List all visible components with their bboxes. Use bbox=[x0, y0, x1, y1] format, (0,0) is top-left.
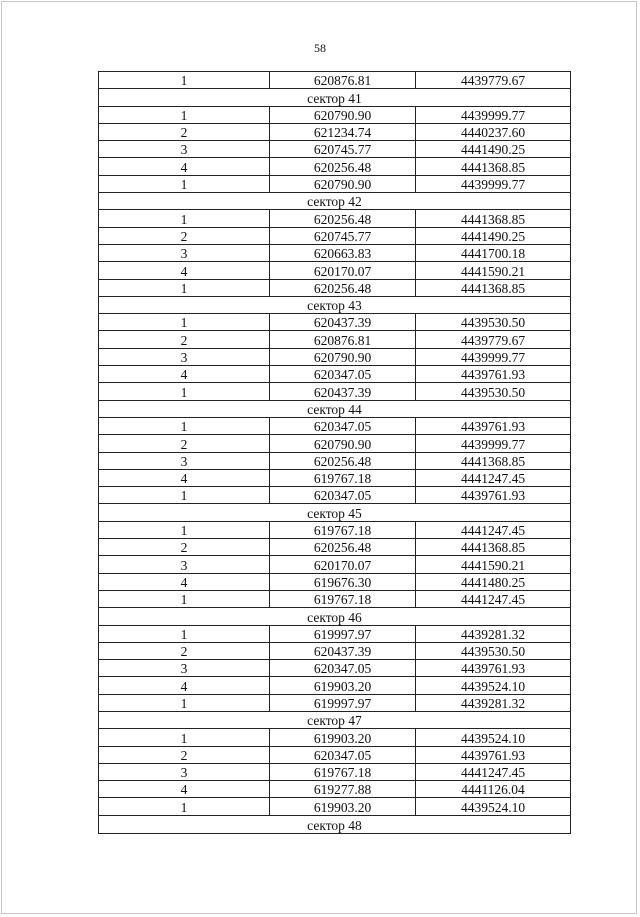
sector-label: сектор 42 bbox=[99, 193, 571, 210]
point-number-cell: 3 bbox=[99, 556, 270, 573]
table-row bbox=[99, 642, 571, 659]
table-row bbox=[99, 469, 571, 486]
sector-header-row bbox=[99, 608, 571, 625]
y-coordinate-cell: 4441368.85 bbox=[416, 210, 571, 227]
point-number-cell: 1 bbox=[99, 279, 270, 296]
table-row bbox=[99, 781, 571, 798]
y-coordinate-cell: 4441247.45 bbox=[416, 469, 571, 486]
point-number-cell: 1 bbox=[99, 106, 270, 123]
x-coordinate-cell: 620790.90 bbox=[270, 348, 416, 365]
point-number-cell: 2 bbox=[99, 331, 270, 348]
y-coordinate-cell: 4441368.85 bbox=[416, 158, 571, 175]
x-coordinate-cell: 619676.30 bbox=[270, 573, 416, 590]
table-row bbox=[99, 244, 571, 261]
table-row bbox=[99, 487, 571, 504]
point-number-cell: 3 bbox=[99, 244, 270, 261]
table-row bbox=[99, 729, 571, 746]
x-coordinate-cell: 619767.18 bbox=[270, 521, 416, 538]
table-row bbox=[99, 763, 571, 780]
sector-header-row bbox=[99, 400, 571, 417]
y-coordinate-cell: 4441368.85 bbox=[416, 279, 571, 296]
x-coordinate-cell: 619767.18 bbox=[270, 763, 416, 780]
point-number-cell: 4 bbox=[99, 573, 270, 590]
table-row bbox=[99, 279, 571, 296]
table-row bbox=[99, 227, 571, 244]
point-number-cell: 1 bbox=[99, 72, 270, 89]
table-row bbox=[99, 660, 571, 677]
y-coordinate-cell: 4439779.67 bbox=[416, 331, 571, 348]
x-coordinate-cell: 621234.74 bbox=[270, 123, 416, 140]
table-row bbox=[99, 694, 571, 711]
table-row bbox=[99, 366, 571, 383]
point-number-cell: 1 bbox=[99, 314, 270, 331]
y-coordinate-cell: 4439524.10 bbox=[416, 798, 571, 815]
point-number-cell: 3 bbox=[99, 141, 270, 158]
point-number-cell: 1 bbox=[99, 383, 270, 400]
y-coordinate-cell: 4439761.93 bbox=[416, 487, 571, 504]
x-coordinate-cell: 620437.39 bbox=[270, 314, 416, 331]
x-coordinate-cell: 619767.18 bbox=[270, 590, 416, 607]
point-number-cell: 1 bbox=[99, 521, 270, 538]
table-row bbox=[99, 539, 571, 556]
y-coordinate-cell: 4441247.45 bbox=[416, 590, 571, 607]
y-coordinate-cell: 4439281.32 bbox=[416, 694, 571, 711]
y-coordinate-cell: 4441590.21 bbox=[416, 556, 571, 573]
x-coordinate-cell: 620437.39 bbox=[270, 642, 416, 659]
x-coordinate-cell: 620256.48 bbox=[270, 210, 416, 227]
y-coordinate-cell: 4439761.93 bbox=[416, 746, 571, 763]
y-coordinate-cell: 4440237.60 bbox=[416, 123, 571, 140]
y-coordinate-cell: 4441368.85 bbox=[416, 452, 571, 469]
y-coordinate-cell: 4441590.21 bbox=[416, 262, 571, 279]
x-coordinate-cell: 620437.39 bbox=[270, 383, 416, 400]
point-number-cell: 1 bbox=[99, 175, 270, 192]
x-coordinate-cell: 619903.20 bbox=[270, 677, 416, 694]
x-coordinate-cell: 619277.88 bbox=[270, 781, 416, 798]
point-number-cell: 1 bbox=[99, 590, 270, 607]
table-row bbox=[99, 625, 571, 642]
point-number-cell: 1 bbox=[99, 798, 270, 815]
table-row bbox=[99, 314, 571, 331]
sector-header-row bbox=[99, 296, 571, 313]
x-coordinate-cell: 620876.81 bbox=[270, 72, 416, 89]
y-coordinate-cell: 4439779.67 bbox=[416, 72, 571, 89]
x-coordinate-cell: 620745.77 bbox=[270, 141, 416, 158]
table-row bbox=[99, 417, 571, 434]
sector-header-row bbox=[99, 89, 571, 106]
x-coordinate-cell: 620256.48 bbox=[270, 452, 416, 469]
table-row bbox=[99, 573, 571, 590]
point-number-cell: 2 bbox=[99, 642, 270, 659]
table-body bbox=[99, 72, 571, 834]
point-number-cell: 1 bbox=[99, 625, 270, 642]
x-coordinate-cell: 619997.97 bbox=[270, 694, 416, 711]
sector-label: сектор 46 bbox=[99, 608, 571, 625]
x-coordinate-cell: 620347.05 bbox=[270, 660, 416, 677]
y-coordinate-cell: 4439999.77 bbox=[416, 175, 571, 192]
table-row bbox=[99, 348, 571, 365]
page-number: 58 bbox=[314, 41, 326, 55]
y-coordinate-cell: 4439281.32 bbox=[416, 625, 571, 642]
y-coordinate-cell: 4441490.25 bbox=[416, 141, 571, 158]
sector-label: сектор 48 bbox=[99, 815, 571, 833]
point-number-cell: 3 bbox=[99, 348, 270, 365]
y-coordinate-cell: 4439530.50 bbox=[416, 314, 571, 331]
table-row bbox=[99, 452, 571, 469]
sector-label: сектор 45 bbox=[99, 504, 571, 521]
sector-label: сектор 43 bbox=[99, 296, 571, 313]
table-row bbox=[99, 141, 571, 158]
table-row bbox=[99, 262, 571, 279]
y-coordinate-cell: 4439524.10 bbox=[416, 729, 571, 746]
point-number-cell: 3 bbox=[99, 452, 270, 469]
table-row bbox=[99, 210, 571, 227]
point-number-cell: 1 bbox=[99, 729, 270, 746]
x-coordinate-cell: 620347.05 bbox=[270, 746, 416, 763]
x-coordinate-cell: 619903.20 bbox=[270, 798, 416, 815]
sector-header-row bbox=[99, 815, 571, 833]
x-coordinate-cell: 620256.48 bbox=[270, 158, 416, 175]
point-number-cell: 4 bbox=[99, 781, 270, 798]
table-row bbox=[99, 383, 571, 400]
x-coordinate-cell: 620876.81 bbox=[270, 331, 416, 348]
point-number-cell: 1 bbox=[99, 210, 270, 227]
table-row bbox=[99, 521, 571, 538]
point-number-cell: 4 bbox=[99, 366, 270, 383]
x-coordinate-cell: 619903.20 bbox=[270, 729, 416, 746]
x-coordinate-cell: 619997.97 bbox=[270, 625, 416, 642]
table-row bbox=[99, 72, 571, 89]
sector-label: сектор 44 bbox=[99, 400, 571, 417]
point-number-cell: 4 bbox=[99, 262, 270, 279]
table-row bbox=[99, 435, 571, 452]
y-coordinate-cell: 4439999.77 bbox=[416, 348, 571, 365]
y-coordinate-cell: 4441490.25 bbox=[416, 227, 571, 244]
table-row bbox=[99, 590, 571, 607]
table-row bbox=[99, 677, 571, 694]
point-number-cell: 3 bbox=[99, 763, 270, 780]
x-coordinate-cell: 620256.48 bbox=[270, 539, 416, 556]
table-row bbox=[99, 123, 571, 140]
y-coordinate-cell: 4441247.45 bbox=[416, 521, 571, 538]
y-coordinate-cell: 4441480.25 bbox=[416, 573, 571, 590]
y-coordinate-cell: 4439530.50 bbox=[416, 642, 571, 659]
x-coordinate-cell: 620170.07 bbox=[270, 262, 416, 279]
table-row bbox=[99, 798, 571, 815]
point-number-cell: 1 bbox=[99, 694, 270, 711]
sector-header-row bbox=[99, 504, 571, 521]
y-coordinate-cell: 4439530.50 bbox=[416, 383, 571, 400]
y-coordinate-cell: 4441700.18 bbox=[416, 244, 571, 261]
point-number-cell: 1 bbox=[99, 487, 270, 504]
sector-label: сектор 47 bbox=[99, 711, 571, 728]
sector-label: сектор 41 bbox=[99, 89, 571, 106]
point-number-cell: 2 bbox=[99, 435, 270, 452]
point-number-cell: 2 bbox=[99, 539, 270, 556]
table-row bbox=[99, 746, 571, 763]
x-coordinate-cell: 620790.90 bbox=[270, 175, 416, 192]
x-coordinate-cell: 620170.07 bbox=[270, 556, 416, 573]
point-number-cell: 3 bbox=[99, 660, 270, 677]
table-row bbox=[99, 106, 571, 123]
x-coordinate-cell: 620745.77 bbox=[270, 227, 416, 244]
point-number-cell: 4 bbox=[99, 158, 270, 175]
x-coordinate-cell: 620790.90 bbox=[270, 106, 416, 123]
y-coordinate-cell: 4439761.93 bbox=[416, 417, 571, 434]
y-coordinate-cell: 4441368.85 bbox=[416, 539, 571, 556]
point-number-cell: 4 bbox=[99, 677, 270, 694]
table-row bbox=[99, 556, 571, 573]
point-number-cell: 4 bbox=[99, 469, 270, 486]
table-row bbox=[99, 175, 571, 192]
point-number-cell: 2 bbox=[99, 227, 270, 244]
x-coordinate-cell: 620347.05 bbox=[270, 366, 416, 383]
y-coordinate-cell: 4441126.04 bbox=[416, 781, 571, 798]
sector-header-row bbox=[99, 711, 571, 728]
table-row bbox=[99, 331, 571, 348]
y-coordinate-cell: 4439999.77 bbox=[416, 106, 571, 123]
sector-header-row bbox=[99, 193, 571, 210]
x-coordinate-cell: 619767.18 bbox=[270, 469, 416, 486]
point-number-cell: 2 bbox=[99, 746, 270, 763]
table-row bbox=[99, 158, 571, 175]
y-coordinate-cell: 4439761.93 bbox=[416, 366, 571, 383]
point-number-cell: 2 bbox=[99, 123, 270, 140]
x-coordinate-cell: 620347.05 bbox=[270, 417, 416, 434]
y-coordinate-cell: 4439999.77 bbox=[416, 435, 571, 452]
x-coordinate-cell: 620663.83 bbox=[270, 244, 416, 261]
y-coordinate-cell: 4439524.10 bbox=[416, 677, 571, 694]
x-coordinate-cell: 620347.05 bbox=[270, 487, 416, 504]
y-coordinate-cell: 4441247.45 bbox=[416, 763, 571, 780]
y-coordinate-cell: 4439761.93 bbox=[416, 660, 571, 677]
x-coordinate-cell: 620790.90 bbox=[270, 435, 416, 452]
coordinates-table bbox=[98, 71, 571, 834]
point-number-cell: 1 bbox=[99, 417, 270, 434]
x-coordinate-cell: 620256.48 bbox=[270, 279, 416, 296]
